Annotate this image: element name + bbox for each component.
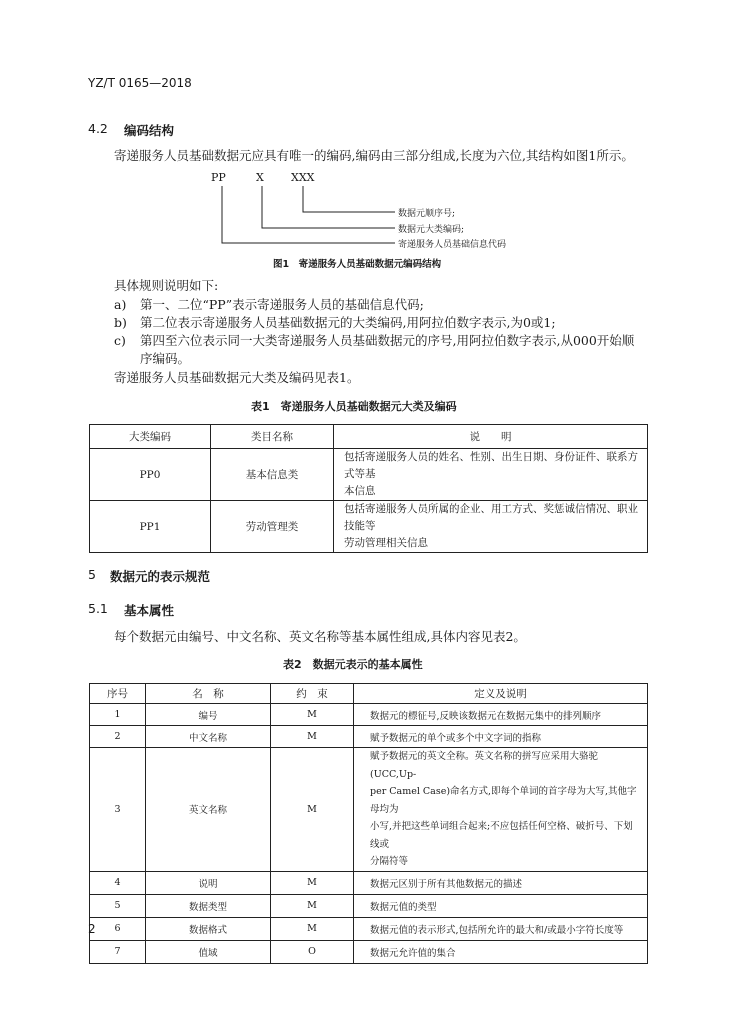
category-table bbox=[89, 424, 648, 553]
column-header: 类目名称 bbox=[211, 425, 334, 449]
category-code-cell: PP1 bbox=[90, 501, 211, 553]
attribute-name-cell: 说明 bbox=[146, 871, 271, 894]
table-row bbox=[90, 726, 648, 748]
row-number-cell: 6 bbox=[90, 917, 146, 940]
attribute-name-cell: 英文名称 bbox=[146, 748, 271, 872]
section-number: 5.1 bbox=[88, 601, 108, 616]
table-header-row bbox=[90, 425, 648, 449]
table1-caption: 表1 寄递服务人员基础数据元大类及编码 bbox=[251, 400, 457, 413]
row-number-cell: 3 bbox=[90, 748, 146, 872]
rule-text: 第二位表示寄递服务人员基础数据元的大类编码,用阿拉伯数字表示,为0或1; bbox=[140, 315, 556, 330]
attribute-name-cell: 中文名称 bbox=[146, 726, 271, 748]
code-pp: PP bbox=[211, 171, 226, 184]
constraint-cell: M bbox=[271, 894, 354, 917]
section-title: 基本属性 bbox=[124, 603, 175, 618]
attribute-name-cell: 数据类型 bbox=[146, 894, 271, 917]
row-number-cell: 1 bbox=[90, 704, 146, 726]
constraint-cell: M bbox=[271, 726, 354, 748]
table-row bbox=[90, 449, 648, 501]
definition-line: 数据元允许值的集合 bbox=[370, 947, 456, 959]
attributes-table bbox=[89, 683, 648, 964]
column-header: 大类编码 bbox=[90, 425, 211, 449]
column-header: 约 束 bbox=[271, 684, 354, 704]
table-header-row bbox=[90, 684, 648, 704]
definition-line: 数据元值的类型 bbox=[370, 901, 437, 913]
row-number-cell: 2 bbox=[90, 726, 146, 748]
description-line: 包括寄递服务人员的姓名、性别、出生日期、身份证件、联系方式等基 bbox=[344, 451, 638, 480]
column-header: 定义及说明 bbox=[354, 684, 648, 704]
row-number-cell: 7 bbox=[90, 940, 146, 963]
table-row bbox=[90, 748, 648, 872]
description-line: 包括寄递服务人员所属的企业、用工方式、奖惩诚信情况、职业技能等 bbox=[344, 503, 638, 532]
category-name-cell: 基本信息类 bbox=[211, 449, 334, 501]
label-category-code: 数据元大类编码; bbox=[398, 225, 465, 235]
table-row bbox=[90, 501, 648, 553]
description-cell bbox=[334, 501, 648, 553]
code-x: X bbox=[256, 171, 264, 184]
rules-intro: 具体规则说明如下: bbox=[114, 278, 219, 293]
rule-text-continuation: 序编码。 bbox=[140, 351, 191, 366]
page-number: 2 bbox=[88, 922, 96, 936]
attribute-name-cell: 编号 bbox=[146, 704, 271, 726]
definition-line: 小写,并把这些单词组合起来;不应包括任何空格、破折号、下划线或 bbox=[370, 821, 633, 850]
table-row bbox=[90, 894, 648, 917]
table-row bbox=[90, 704, 648, 726]
table2-caption: 表2 数据元表示的基本属性 bbox=[283, 658, 423, 671]
row-number-cell: 4 bbox=[90, 871, 146, 894]
row-number-cell: 5 bbox=[90, 894, 146, 917]
label-basic-info-code: 寄递服务人员基础信息代码 bbox=[398, 240, 507, 250]
definition-cell bbox=[354, 704, 648, 726]
definition-line: 数据元区别于所有其他数据元的描述 bbox=[370, 878, 523, 890]
section-paragraph: 每个数据元由编号、中文名称、英文名称等基本属性组成,具体内容见表2。 bbox=[114, 629, 526, 644]
definition-line: per Camel Case)命名方式,即每个单词的首字母为大写,其他字母均为 bbox=[370, 786, 637, 815]
table-row bbox=[90, 917, 648, 940]
category-name-cell: 劳动管理类 bbox=[211, 501, 334, 553]
rule-text: 第一、二位“PP”表示寄递服务人员的基础信息代码; bbox=[140, 297, 424, 312]
rule-marker: a) bbox=[114, 297, 127, 312]
constraint-cell: M bbox=[271, 748, 354, 872]
rule-marker: c) bbox=[114, 333, 126, 348]
figure-caption: 图1 寄递服务人员基础数据元编码结构 bbox=[273, 259, 442, 270]
constraint-cell: M bbox=[271, 871, 354, 894]
constraint-cell: M bbox=[271, 704, 354, 726]
connector-lines bbox=[0, 0, 744, 260]
document-code: YZ/T 0165—2018 bbox=[88, 76, 192, 90]
attribute-name-cell: 数据格式 bbox=[146, 917, 271, 940]
definition-line: 数据元的標征号,反映该数据元在数据元集中的排列顺序 bbox=[370, 710, 602, 722]
table-row bbox=[90, 940, 648, 963]
constraint-cell: M bbox=[271, 917, 354, 940]
description-line: 本信息 bbox=[344, 485, 376, 497]
definition-line: 数据元值的表示形式,包括所允许的最大和/或最小字符长度等 bbox=[370, 924, 624, 936]
section-title: 编码结构 bbox=[124, 123, 175, 138]
definition-cell bbox=[354, 748, 648, 872]
definition-cell bbox=[354, 917, 648, 940]
attribute-name-cell: 值域 bbox=[146, 940, 271, 963]
section-paragraph: 寄递服务人员基础数据元应具有唯一的编码,编码由三部分组成,长度为六位,其结构如图1所示。 bbox=[114, 148, 634, 163]
constraint-cell: O bbox=[271, 940, 354, 963]
code-xxx: XXX bbox=[291, 171, 315, 184]
definition-line: 分隔符等 bbox=[370, 856, 409, 867]
category-code-cell: PP0 bbox=[90, 449, 211, 501]
description-line: 劳动管理相关信息 bbox=[344, 537, 428, 549]
rules-outro: 寄递服务人员基础数据元大类及编码见表1。 bbox=[114, 370, 360, 385]
definition-cell bbox=[354, 894, 648, 917]
column-header: 名 称 bbox=[146, 684, 271, 704]
column-header: 序号 bbox=[90, 684, 146, 704]
rule-marker: b) bbox=[114, 315, 127, 330]
section-title: 数据元的表示规范 bbox=[110, 569, 211, 584]
section-number: 5 bbox=[88, 567, 96, 582]
definition-cell bbox=[354, 871, 648, 894]
definition-cell bbox=[354, 726, 648, 748]
description-cell bbox=[334, 449, 648, 501]
definition-cell bbox=[354, 940, 648, 963]
section-number: 4.2 bbox=[88, 121, 108, 136]
definition-line: 赋予数据元的英文全称。英文名称的拼写应采用大骆驼(UCC,Up- bbox=[370, 751, 599, 780]
table-row bbox=[90, 871, 648, 894]
definition-line: 赋予数据元的单个或多个中文字词的指称 bbox=[370, 732, 542, 744]
column-header: 说 明 bbox=[334, 425, 648, 449]
rule-text: 第四至六位表示同一大类寄递服务人员基础数据元的序号,用阿拉伯数字表示,从000开始顺 bbox=[140, 333, 635, 348]
label-sequence-number: 数据元顺序号; bbox=[398, 209, 456, 219]
